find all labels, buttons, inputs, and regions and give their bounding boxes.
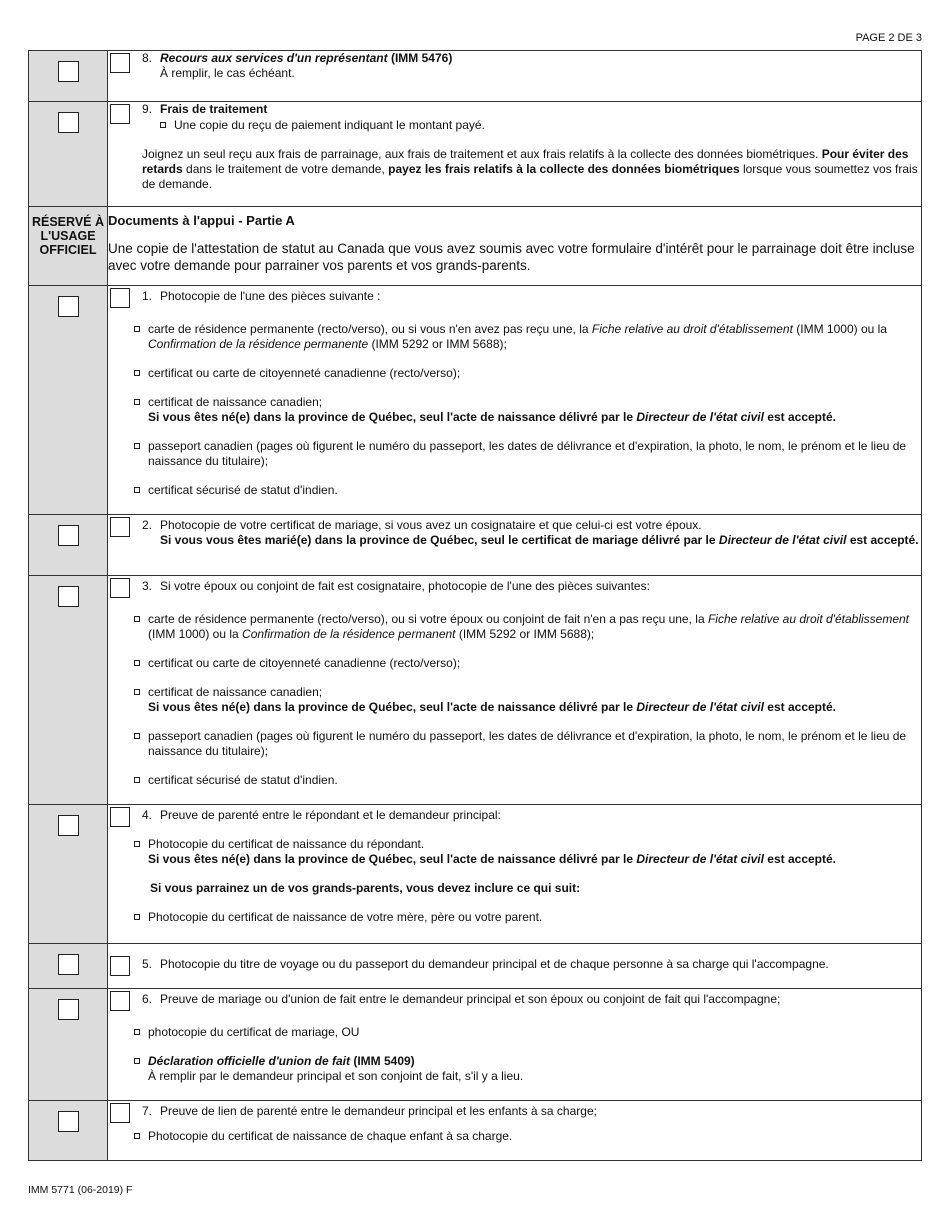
item-number: 9.	[142, 102, 153, 116]
row-doc-3: 3. Si votre époux ou conjoint de fait est cosignataire, photocopie de l'une des pièces suivantes: carte de résidence permanente (recto/verso), ou si votre époux ou conjoint de fait n'en a pas reçu une, la Fiche relative au droit d'établissement (IMM 1000) ou la Confirmation de la résidence permanent (IMM 5292 or IMM 5688); certificat ou carte de citoyenneté canadienne (recto/verso); certificat de naissance canadien; Si vous êtes né(e) dans la province de Québec, seul l'acte de naissance délivré par le Directeur de l'état civil est accepté. passeport canadien (pages où figurent le numéro du passeport, les dates de délivrance et d'expiration, la photo, le nom, le prénom et le lieu de naissance du titulaire); certificat sécurisé de statut d'indien.	[29, 576, 922, 805]
grandparents-note: Si vous parrainez un de vos grands-parents, vous devez inclure ce qui suit:	[150, 881, 581, 895]
row-doc-1: 1. Photocopie de l'une des pièces suivante : carte de résidence permanente (recto/verso), ou si vous n'en avez pas reçu une, la Fiche relative au droit d'établissement (IMM 1000) ou la Confirmation de la résidence permanente (IMM 5292 or IMM 5688); certificat ou carte de citoyenneté canadienne (recto/verso); certificat de naissance canadien; Si vous êtes né(e) dans la province de Québec, seul l'acte de naissance délivré par le Directeur de l'état civil est accepté. passeport canadien (pages où figurent le numéro du passeport, les dates de délivrance et d'expiration, la photo, le nom, le prénom et le lieu de naissance du titulaire); certificat sécurisé de statut d'indien.	[29, 286, 922, 515]
doc-5-text: Photocopie du titre de voyage ou du passeport du demandeur principal et de chaque personne à sa charge qui l'accompagne.	[160, 957, 829, 971]
doc-2-text: Photocopie de votre certificat de mariage, si vous avez un cosignataire et que celui-ci est votre époux.	[160, 518, 702, 532]
bullet: passeport canadien (pages où figurent le numéro du passeport, les dates de délivrance et d'expiration, la photo, le nom, le prénom et le lieu de naissance du titulaire);	[134, 729, 921, 759]
doc-1-text: Photocopie de l'une des pièces suivante :	[160, 289, 381, 303]
doc-3-text: Si votre époux ou conjoint de fait est cosignataire, photocopie de l'une des pièces suivantes:	[160, 579, 650, 593]
bullet: certificat ou carte de citoyenneté canadienne (recto/verso);	[134, 656, 921, 671]
official-use-cell	[29, 51, 108, 102]
bullet: passeport canadien (pages où figurent le numéro du passeport, les dates de délivrance et d'expiration, la photo, le nom, le prénom et le lieu de naissance du titulaire);	[134, 439, 921, 469]
doc-1-checkbox[interactable]	[110, 288, 130, 308]
fees-paragraph: Joignez un seul reçu aux frais de parrainage, aux frais de traitement et aux frais relatifs à la collecte des données biométriques. Pour éviter des retards dans le traitement de votre demande, payez les frais relatifs à la collecte des données biométriques lorsque vous soumettez vos frais de demande.	[142, 147, 918, 191]
bullet: Déclaration officielle d'union de fait (IMM 5409) À remplir par le demandeur principal et son conjoint de fait, s'il y a lieu.	[134, 1054, 921, 1084]
bullet: certificat sécurisé de statut d'indien.	[134, 773, 921, 788]
form-identifier: IMM 5771 (06-2019) F	[28, 1184, 133, 1196]
bullet: photocopie du certificat de mariage, OU	[134, 1025, 921, 1040]
checklist-table	[28, 50, 922, 1161]
bullet: certificat ou carte de citoyenneté canadienne (recto/verso);	[134, 366, 921, 381]
official-checkbox[interactable]	[58, 954, 79, 975]
bullet: Une copie du reçu de paiement indiquant le montant payé.	[160, 118, 921, 133]
doc-6-checkbox[interactable]	[110, 991, 130, 1011]
row-doc-7: 7. Preuve de lien de parenté entre le demandeur principal et les enfants à sa charge; Photocopie du certificat de naissance de chaque enfant à sa charge.	[29, 1101, 922, 1161]
bullet: Photocopie du certificat de naissance de votre mère, père ou votre parent.	[134, 910, 921, 925]
bullet: carte de résidence permanente (recto/verso), ou si votre époux ou conjoint de fait n'en a pas reçu une, la Fiche relative au droit d'établissement (IMM 1000) ou la Confirmation de la résidence permanent (IMM 5292 or IMM 5688);	[134, 612, 921, 642]
doc-2-note: Si vous vous êtes marié(e) dans la province de Québec, seul le certificat de mariage délivré par le Directeur de l'état civil est accepté.	[160, 533, 919, 547]
doc-6-text: Preuve de mariage ou d'union de fait entre le demandeur principal et son époux ou conjoint de fait qui l'accompagne;	[160, 992, 781, 1006]
doc-7-text: Preuve de lien de parenté entre le demandeur principal et les enfants à sa charge;	[160, 1104, 597, 1118]
doc-4-text: Preuve de parenté entre le répondant et le demandeur principal:	[160, 808, 501, 822]
item-8-code: (IMM 5476)	[390, 51, 453, 65]
official-checkbox[interactable]	[58, 296, 79, 317]
doc-4-checkbox[interactable]	[110, 807, 130, 827]
official-checkbox[interactable]	[58, 999, 79, 1020]
doc-3-checkbox[interactable]	[110, 578, 130, 598]
row-doc-4: 4. Preuve de parenté entre le répondant et le demandeur principal: Photocopie du certificat de naissance du répondant. Si vous êtes né(e) dans la province de Québec, seul l'acte de naissance délivré par le Directeur de l'état civil est accepté. Si vous parrainez un de vos grands-parents, vous devez inclure ce qui suit: Photocopie du certificat de naissance de votre mère, père ou votre parent.	[29, 805, 922, 944]
official-checkbox[interactable]	[58, 61, 79, 82]
row-doc-2: 2. Photocopie de votre certificat de mariage, si vous avez un cosignataire et que celui-ci est votre époux. Si vous vous êtes marié(e) dans la province de Québec, seul le certificat de mariage délivré par le Directeur de l'état civil est accepté.	[29, 515, 922, 576]
bullet: certificat sécurisé de statut d'indien.	[134, 483, 921, 498]
row-doc-6: 6. Preuve de mariage ou d'union de fait entre le demandeur principal et son époux ou conjoint de fait qui l'accompagne; photocopie du certificat de mariage, OU Déclaration officielle d'union de fait (IMM 5409) À remplir par le demandeur principal et son conjoint de fait, s'il y a lieu.	[29, 989, 922, 1101]
official-checkbox[interactable]	[58, 112, 79, 133]
doc-5-checkbox[interactable]	[110, 956, 130, 976]
item-9-checkbox[interactable]	[110, 104, 130, 124]
bullet: Photocopie du certificat de naissance du répondant. Si vous êtes né(e) dans la province de Québec, seul l'acte de naissance délivré par le Directeur de l'état civil est accepté.	[134, 837, 921, 867]
bullet: certificat de naissance canadien; Si vous êtes né(e) dans la province de Québec, seul l'acte de naissance délivré par le Directeur de l'état civil est accepté.	[134, 395, 921, 425]
row-item-8	[29, 51, 922, 102]
item-number: 8.	[142, 51, 153, 65]
official-checkbox[interactable]	[58, 1111, 79, 1132]
item-9-title: Frais de traitement	[160, 102, 268, 116]
item-8-title: Recours aux services d'un représentant	[160, 51, 388, 65]
bullet: Photocopie du certificat de naissance de chaque enfant à sa charge.	[134, 1129, 921, 1144]
section-title: Documents à l'appui - Partie A	[108, 213, 295, 228]
row-doc-5: 5. Photocopie du titre de voyage ou du passeport du demandeur principal et de chaque personne à sa charge qui l'accompagne.	[29, 944, 922, 989]
page-number: PAGE 2 DE 3	[855, 32, 922, 44]
section-intro: Une copie de l'attestation de statut au Canada que vous avez soumis avec votre formulaire d'intérêt pour le parrainage doit être incluse avec votre demande pour parrainer vos parents et vos grands-parents.	[108, 241, 915, 273]
official-checkbox[interactable]	[58, 525, 79, 546]
official-checkbox[interactable]	[58, 586, 79, 607]
row-item-9	[29, 102, 922, 207]
doc-2-checkbox[interactable]	[110, 517, 130, 537]
item-8-note: À remplir, le cas échéant.	[160, 66, 295, 80]
row-section-a	[29, 207, 922, 286]
official-use-label: RÉSERVÉ À L'USAGE OFFICIEL	[31, 215, 104, 257]
official-checkbox[interactable]	[58, 815, 79, 836]
doc-7-checkbox[interactable]	[110, 1103, 130, 1123]
bullet: carte de résidence permanente (recto/verso), ou si vous n'en avez pas reçu une, la Fiche relative au droit d'établissement (IMM 1000) ou la Confirmation de la résidence permanente (IMM 5292 or IMM 5688);	[134, 322, 921, 352]
item-8-checkbox[interactable]	[110, 53, 130, 73]
bullet: certificat de naissance canadien; Si vous êtes né(e) dans la province de Québec, seul l'acte de naissance délivré par le Directeur de l'état civil est accepté.	[134, 685, 921, 715]
